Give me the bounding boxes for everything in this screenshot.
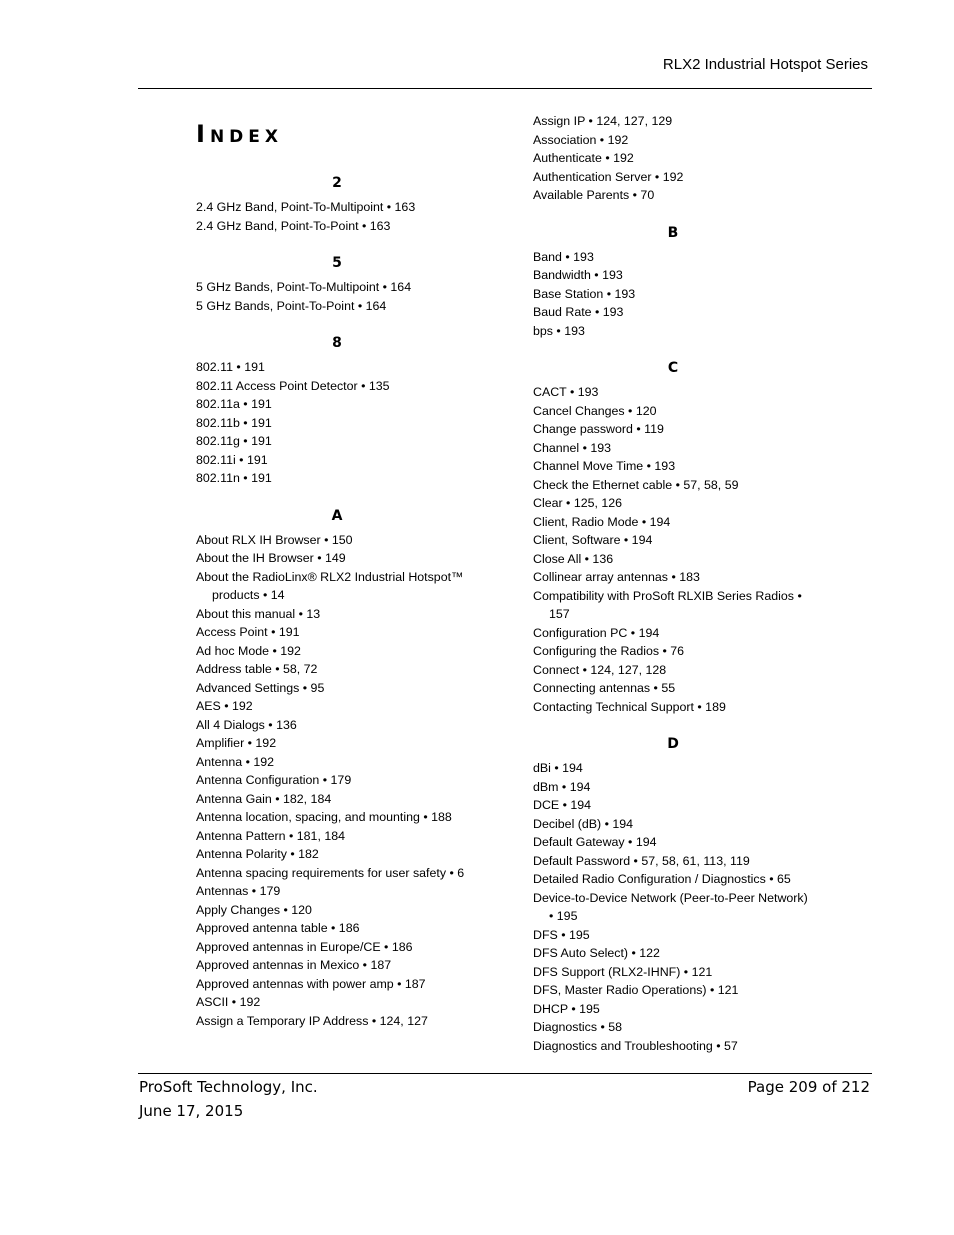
index-entry: Advanced Settings • 95	[196, 680, 325, 695]
index-entry: Assign IP • 124, 127, 129	[533, 114, 673, 128]
section-spacer	[196, 235, 478, 248]
section-spacer	[533, 340, 813, 353]
index-section	[196, 168, 478, 248]
index-entry: 802.11 Access Point Detector • 135	[196, 378, 390, 393]
running-header-title: RLX2 Industrial Hotspot Series	[662, 56, 868, 73]
index-entry: DFS Auto Select) • 122	[533, 946, 660, 960]
index-entry: Diagnostics • 58	[533, 1020, 623, 1034]
index-section	[533, 112, 813, 218]
index-section	[533, 353, 813, 729]
index-entry: Baud Rate • 193	[533, 305, 624, 319]
index-entry: Change password • 119	[533, 422, 664, 436]
index-entry: Antenna spacing requirements for user safety • 6	[196, 865, 465, 880]
index-entry: Antenna Gain • 182, 184	[196, 791, 332, 806]
section-letter-heading: C	[667, 360, 679, 376]
index-entry: Antenna location, spacing, and mounting • 188	[196, 810, 452, 824]
header-rule	[138, 88, 872, 89]
index-entry: Channel Move Time • 193	[533, 459, 676, 473]
footer-page-number: Page 209 of 212	[747, 1078, 870, 1096]
index-entry: 802.11g • 191	[196, 434, 272, 448]
index-entry: 802.11a • 191	[196, 397, 272, 411]
index-entry: Amplifier • 192	[196, 736, 277, 750]
index-entry: Compatibility with ProSoft RLXIB Series Radios • 157	[533, 588, 802, 621]
index-title	[196, 120, 283, 148]
index-entry: Decibel (dB) • 194	[533, 816, 634, 831]
index-entry: Apply Changes • 120	[196, 902, 312, 917]
index-entry: ASCII • 192	[196, 995, 261, 1009]
index-entry: Configuring the Radios • 76	[533, 644, 685, 658]
footer-left	[139, 1075, 318, 1123]
index-entry: Diagnostics and Troubleshooting • 57	[533, 1038, 738, 1053]
index-entry: dBi • 194	[533, 761, 583, 775]
index-entry: Authenticate • 192	[533, 151, 634, 165]
index-entry: DFS, Master Radio Operations) • 121	[533, 983, 739, 997]
index-entry: Approved antennas in Europe/CE • 186	[196, 939, 413, 954]
section-spacer	[533, 205, 813, 218]
index-entry: 802.11b • 191	[196, 415, 272, 430]
index-entry: 5 GHz Bands, Point-To-Multipoint • 164	[196, 280, 412, 294]
index-entry: Client, Radio Mode • 194	[533, 514, 671, 529]
index-entry: AES • 192	[196, 699, 253, 713]
footer-rule	[138, 1073, 872, 1074]
index-entry: Detailed Radio Configuration / Diagnostics • 65	[533, 872, 791, 886]
index-column-left	[196, 168, 478, 1030]
index-entry: Approved antennas in Mexico • 187	[196, 958, 392, 972]
index-entry: Configuration PC • 194	[533, 625, 660, 640]
index-entry: 2.4 GHz Band, Point-To-Multipoint • 163	[196, 200, 416, 214]
index-entry: Approved antenna table • 186	[196, 921, 360, 935]
index-entry: Ad hoc Mode • 192	[196, 643, 301, 658]
index-entry: Antenna Configuration • 179	[196, 773, 352, 787]
index-entry: bps • 193	[533, 323, 585, 338]
index-entry: About the IH Browser • 149	[196, 551, 346, 565]
index-entry: Band • 193	[533, 249, 594, 264]
index-entry: 5 GHz Bands, Point-To-Point • 164	[196, 298, 387, 313]
index-entry: Antenna Pattern • 181, 184	[196, 828, 346, 843]
index-title-rest: NDEX	[209, 127, 283, 147]
section-letter-heading: A	[331, 507, 343, 524]
index-section	[533, 218, 813, 354]
index-entry: Check the Ethernet cable • 57, 58, 59	[533, 477, 739, 492]
index-entry: 2.4 GHz Band, Point-To-Point • 163	[196, 218, 391, 233]
index-entry: 802.11n • 191	[196, 471, 272, 485]
section-spacer	[196, 315, 478, 328]
index-entry: Available Parents • 70	[533, 188, 655, 202]
section-letter-heading: 8	[332, 335, 342, 351]
section-letter-heading: B	[667, 224, 679, 241]
footer-date: June 17, 2015	[139, 1102, 244, 1120]
index-entry: Client, Software • 194	[533, 533, 653, 547]
index-section	[196, 248, 478, 328]
index-entry: Close All • 136	[533, 551, 614, 566]
index-entry: Access Point • 191	[196, 625, 300, 639]
index-entry: 802.11 • 191	[196, 360, 265, 374]
index-entry: DFS Support (RLX2-IHNF) • 121	[533, 964, 713, 979]
index-entry: DCE • 194	[533, 798, 592, 812]
index-entry: Association • 192	[533, 132, 629, 147]
index-entry: Device-to-Device Network (Peer-to-Peer Network) • 195	[533, 890, 808, 923]
index-entry: Channel • 193	[533, 440, 612, 455]
index-entry: Cancel Changes • 120	[533, 403, 657, 418]
section-spacer	[196, 488, 478, 501]
section-letter-heading: D	[667, 736, 679, 752]
index-entry: Address table • 58, 72	[196, 662, 318, 676]
index-entry: CACT • 193	[533, 385, 599, 399]
index-section	[533, 729, 813, 1055]
index-entry: DHCP • 195	[533, 1001, 600, 1016]
index-entry: Assign a Temporary IP Address • 124, 127	[196, 1013, 428, 1028]
section-letter-heading: 5	[332, 255, 342, 271]
index-entry: Approved antennas with power amp • 187	[196, 976, 426, 991]
section-letter-heading: 2	[332, 175, 342, 191]
index-entry: Clear • 125, 126	[533, 496, 623, 510]
index-entry: Default Gateway • 194	[533, 835, 657, 849]
index-entry: About RLX IH Browser • 150	[196, 532, 353, 547]
index-entry: Collinear array antennas • 183	[533, 570, 700, 584]
index-entry: 802.11i • 191	[196, 452, 268, 467]
index-section	[196, 328, 478, 501]
index-title-initial: I	[196, 120, 210, 148]
index-section	[196, 501, 478, 1031]
index-entry: Authentication Server • 192	[533, 169, 684, 184]
index-entry: About the RadioLinx® RLX2 Industrial Hotspot™ products • 14	[196, 569, 464, 602]
index-entry: Antenna • 192	[196, 754, 275, 769]
section-spacer	[533, 716, 813, 729]
index-entry: DFS • 195	[533, 927, 590, 942]
index-column-right	[533, 112, 813, 1055]
footer-company: ProSoft Technology, Inc.	[139, 1078, 318, 1096]
index-entry: Antenna Polarity • 182	[196, 847, 319, 861]
index-entry: Connecting antennas • 55	[533, 681, 676, 695]
index-entry: Connect • 124, 127, 128	[533, 662, 667, 677]
index-entry: dBm • 194	[533, 779, 591, 794]
index-entry: Bandwidth • 193	[533, 268, 623, 282]
index-entry: About this manual • 13	[196, 606, 321, 621]
index-entry: Base Station • 193	[533, 286, 636, 301]
index-entry: Antennas • 179	[196, 884, 281, 898]
index-entry: Contacting Technical Support • 189	[533, 699, 726, 714]
index-entry: All 4 Dialogs • 136	[196, 717, 297, 732]
index-entry: Default Password • 57, 58, 61, 113, 119	[533, 853, 750, 868]
